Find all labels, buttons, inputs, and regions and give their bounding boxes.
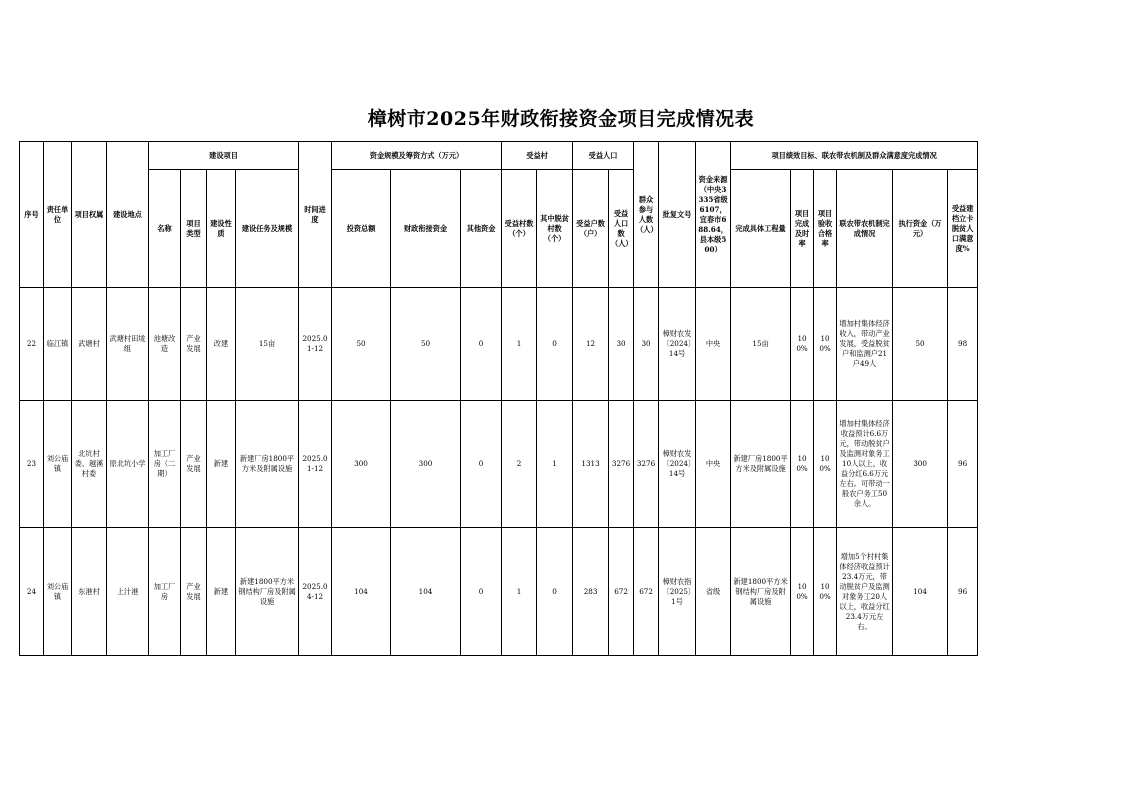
header-progress: 时间进度 (299, 142, 332, 288)
cell-households: 283 (573, 528, 609, 656)
cell-doc: 樟财农指〔2025〕1号 (659, 528, 696, 656)
header-mass: 群众参与人数（人） (634, 142, 659, 288)
header-village-group: 受益村 (502, 142, 573, 170)
header-name: 名称 (149, 170, 181, 288)
cell-other: 0 (461, 528, 502, 656)
cell-pass: 100% (814, 528, 837, 656)
cell-other: 0 (461, 401, 502, 528)
header-source: 资金来源（中央3335省级6107，宜春市688.64，县本级500） (696, 142, 731, 288)
cell-mechanism: 增加村集体经济收益预计6.6万元，带动脱贫户及监测对象务工10人以上，收益分红6.6万元左右。可带动一般农户务工50余人。 (837, 401, 893, 528)
header-fund-group: 资金规模及筹资方式（万元） (332, 142, 502, 170)
cell-quantity: 15亩 (731, 288, 791, 401)
cell-total: 104 (332, 528, 391, 656)
cell-mass: 3276 (634, 401, 659, 528)
cell-persons: 30 (609, 288, 634, 401)
header-project-group: 建设项目 (149, 142, 299, 170)
cell-total: 300 (332, 401, 391, 528)
cell-persons: 3276 (609, 401, 634, 528)
cell-mass: 30 (634, 288, 659, 401)
header-type: 项目类型 (181, 170, 207, 288)
cell-owner: 武塘村 (72, 288, 107, 401)
header-row-top (20, 142, 978, 170)
cell-households: 1313 (573, 401, 609, 528)
cell-fiscal: 300 (391, 401, 461, 528)
cell-source: 中央 (696, 401, 731, 528)
cell-type: 产业发展 (181, 401, 207, 528)
cell-unit: 刘公庙镇 (44, 528, 72, 656)
cell-exec: 50 (893, 288, 948, 401)
cell-task: 新建厂房1800平方米及附属设施 (236, 401, 299, 528)
cell-village-count: 1 (502, 528, 537, 656)
header-seq: 序号 (20, 142, 44, 288)
cell-fiscal: 50 (391, 288, 461, 401)
header-nature: 建设性质 (207, 170, 236, 288)
cell-fiscal: 104 (391, 528, 461, 656)
cell-progress: 2025.01-12 (299, 288, 332, 401)
cell-village-count: 2 (502, 401, 537, 528)
cell-unit: 刘公庙镇 (44, 401, 72, 528)
cell-mass: 672 (634, 528, 659, 656)
cell-nature: 改建 (207, 288, 236, 401)
header-exec: 执行资金（万元） (893, 170, 948, 288)
project-completion-table (19, 141, 978, 656)
page-title: 樟树市2025年财政衔接资金项目完成情况表 (367, 108, 755, 130)
header-population-group: 受益人口 (573, 142, 634, 170)
cell-persons: 672 (609, 528, 634, 656)
cell-exec: 104 (893, 528, 948, 656)
cell-source: 省级 (696, 528, 731, 656)
cell-pass: 100% (814, 401, 837, 528)
header-fiscal: 财政衔接资金 (391, 170, 461, 288)
header-performance-group: 项目绩效目标、联农带农机制及群众满意度完成情况 (731, 142, 978, 170)
cell-exec: 300 (893, 401, 948, 528)
cell-type: 产业发展 (181, 288, 207, 401)
cell-poor-village-count: 0 (537, 288, 573, 401)
cell-progress: 2025.04-12 (299, 528, 332, 656)
header-doc: 批复文号 (659, 142, 696, 288)
cell-owner: 东港村 (72, 528, 107, 656)
cell-task: 15亩 (236, 288, 299, 401)
cell-village-count: 1 (502, 288, 537, 401)
header-total: 投资总额 (332, 170, 391, 288)
header-quantity: 完成具体工程量 (731, 170, 791, 288)
header-ontime: 项目完成及时率 (791, 170, 814, 288)
header-location: 建设地点 (107, 142, 149, 288)
cell-nature: 新建 (207, 528, 236, 656)
cell-seq: 23 (20, 401, 44, 528)
cell-quantity: 新建厂房1800平方米及附属设施 (731, 401, 791, 528)
cell-seq: 24 (20, 528, 44, 656)
cell-ontime: 100% (791, 528, 814, 656)
cell-households: 12 (573, 288, 609, 401)
cell-task: 新建1800平方米钢结构厂房及附属设施 (236, 528, 299, 656)
header-satisfaction: 受益建档立卡脱贫人口满意度% (948, 170, 978, 288)
cell-satisfaction: 96 (948, 401, 978, 528)
header-persons: 受益人口数（人） (609, 170, 634, 288)
cell-poor-village-count: 0 (537, 528, 573, 656)
cell-doc: 樟财农发〔2024〕14号 (659, 401, 696, 528)
cell-ontime: 100% (791, 401, 814, 528)
cell-source: 中央 (696, 288, 731, 401)
cell-progress: 2025.01-12 (299, 401, 332, 528)
cell-name: 池塘改造 (149, 288, 181, 401)
header-village-count: 受益村数（个） (502, 170, 537, 288)
cell-seq: 22 (20, 288, 44, 401)
cell-location: 上汁港 (107, 528, 149, 656)
cell-poor-village-count: 1 (537, 401, 573, 528)
header-households: 受益户数（户） (573, 170, 609, 288)
table-row (20, 528, 978, 656)
header-other: 其他资金 (461, 170, 502, 288)
header-poor-village-count: 其中脱贫村数（个） (537, 170, 573, 288)
header-mechanism: 联农带农机制完成情况 (837, 170, 893, 288)
cell-nature: 新建 (207, 401, 236, 528)
header-task: 建设任务及规模 (236, 170, 299, 288)
cell-satisfaction: 98 (948, 288, 978, 401)
cell-mechanism: 增加5个村村集体经济收益预计23.4万元，带动脱贫户及监测对象务工20人以上，收益分红23.4万元左右。 (837, 528, 893, 656)
cell-name: 加工厂房 (149, 528, 181, 656)
table-row (20, 288, 978, 401)
cell-satisfaction: 96 (948, 528, 978, 656)
cell-doc: 樟财农发〔2024〕14号 (659, 288, 696, 401)
table-row (20, 401, 978, 528)
cell-total: 50 (332, 288, 391, 401)
header-pass: 项目验收合格率 (814, 170, 837, 288)
cell-name: 加工厂房（二期） (149, 401, 181, 528)
cell-location: 武塘村田垅组 (107, 288, 149, 401)
header-row-sub (20, 170, 978, 288)
header-owner: 项目权属 (72, 142, 107, 288)
cell-quantity: 新建1800平方米钢结构厂房及附属设施 (731, 528, 791, 656)
cell-location: 原北坑小学 (107, 401, 149, 528)
cell-pass: 100% (814, 288, 837, 401)
cell-ontime: 100% (791, 288, 814, 401)
header-unit: 责任单位 (44, 142, 72, 288)
cell-unit: 临江镇 (44, 288, 72, 401)
cell-mechanism: 增加村集体经济收入，带动产业发展，受益脱贫户和监测户21户49人 (837, 288, 893, 401)
cell-other: 0 (461, 288, 502, 401)
cell-type: 产业发展 (181, 528, 207, 656)
cell-owner: 北坑村委、越溪村委 (72, 401, 107, 528)
